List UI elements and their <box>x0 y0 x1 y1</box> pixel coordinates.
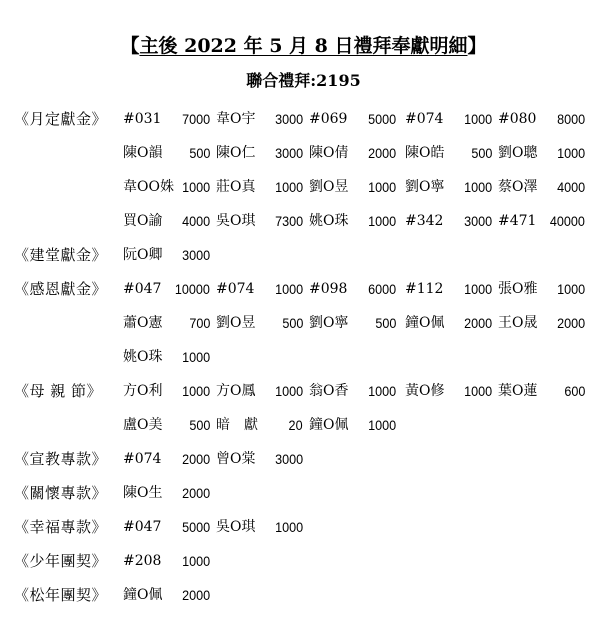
offering-row <box>0 107 607 131</box>
entry-group <box>0 481 607 505</box>
offering-entry <box>123 345 216 369</box>
donor-name: 方O利 <box>123 383 163 399</box>
donor-name: 方O鳳 <box>216 383 256 399</box>
donation-amount: 1000 <box>556 281 585 297</box>
category-label: 《宣教專款》 <box>14 450 108 468</box>
donation-amount: 1000 <box>367 213 396 229</box>
offering-row <box>0 311 607 335</box>
entry-group <box>0 277 607 301</box>
donation-amount: 3000 <box>181 247 210 263</box>
donation-amount: 2000 <box>181 587 210 603</box>
donation-amount: 1000 <box>181 383 210 399</box>
offering-entry <box>498 175 591 199</box>
offering-entry <box>309 107 402 131</box>
offering-row <box>0 175 607 199</box>
offering-entry <box>216 277 309 301</box>
donation-amount: 2000 <box>181 451 210 467</box>
donation-amount: 1000 <box>463 383 492 399</box>
donor-name: #047 <box>123 281 162 297</box>
offering-entry <box>123 175 216 199</box>
donor-name: 王O晟 <box>498 315 538 331</box>
offering-row <box>0 481 607 505</box>
donor-name: #074 <box>123 451 162 467</box>
donation-amount: 3000 <box>274 451 303 467</box>
donor-name: 曾O棠 <box>216 451 256 467</box>
offering-entry <box>498 141 591 165</box>
donation-amount: 1000 <box>274 281 303 297</box>
donation-amount: 1000 <box>181 179 210 195</box>
donor-name: 翁O香 <box>309 383 349 399</box>
offering-entry <box>498 209 591 233</box>
offering-entry <box>216 413 309 437</box>
offering-row <box>0 277 607 301</box>
offering-entry <box>123 515 216 539</box>
donor-name: 暗 獻 <box>216 417 258 433</box>
title-text: 主後 2022 年 5 月 8 日禮拜奉獻明細 <box>139 35 468 57</box>
offering-entry <box>216 209 309 233</box>
offering-row <box>0 209 607 233</box>
offering-row <box>0 243 607 267</box>
donation-amount: 1000 <box>367 417 396 433</box>
donor-name: 阮O卿 <box>123 247 163 263</box>
donor-name: 陳O倩 <box>309 145 349 161</box>
offering-entry <box>123 583 216 607</box>
offering-entry <box>309 379 402 403</box>
donor-name: 陳O生 <box>123 485 163 501</box>
offering-entry <box>123 379 216 403</box>
donor-name: #342 <box>405 213 444 229</box>
category-label: 《建堂獻金》 <box>14 246 108 264</box>
category-label: 《母 親 節》 <box>14 382 103 400</box>
entry-group <box>0 583 607 607</box>
offering-row <box>0 549 607 573</box>
donor-name: 黃O修 <box>405 383 445 399</box>
donation-amount: 600 <box>563 383 585 399</box>
donor-name: 陳O韻 <box>123 145 163 161</box>
offering-entry <box>123 243 216 267</box>
offering-entry <box>123 413 216 437</box>
donation-amount: 5000 <box>181 519 210 535</box>
entry-group <box>0 447 607 471</box>
offering-entry <box>405 141 498 165</box>
donor-name: 買O諭 <box>123 213 163 229</box>
donor-name: 劉O昱 <box>309 179 349 195</box>
offering-entry <box>216 515 309 539</box>
donation-amount: 1000 <box>181 553 210 569</box>
donation-amount: 3000 <box>274 145 303 161</box>
category-label: 《感恩獻金》 <box>14 280 108 298</box>
donor-name: 韋O宇 <box>216 111 256 127</box>
donation-amount: 1000 <box>463 179 492 195</box>
donation-amount: 40000 <box>549 213 585 229</box>
offering-entry <box>216 311 309 335</box>
offering-entry <box>216 107 309 131</box>
donor-name: 劉O昱 <box>216 315 256 331</box>
entry-group <box>0 379 607 403</box>
donor-name: 吳O琪 <box>216 213 256 229</box>
donor-name: 鐘O佩 <box>309 417 349 433</box>
page-title <box>0 33 607 59</box>
offering-entry <box>216 175 309 199</box>
donor-name: #080 <box>498 111 537 127</box>
offering-entry <box>123 549 216 573</box>
donor-name: 盧O美 <box>123 417 163 433</box>
offering-row <box>0 413 607 437</box>
offering-entry <box>309 413 402 437</box>
entry-group <box>0 209 607 233</box>
donation-amount: 4000 <box>556 179 585 195</box>
donation-amount: 500 <box>188 145 210 161</box>
offering-row <box>0 447 607 471</box>
donor-name: #208 <box>123 553 162 569</box>
category-label: 《松年團契》 <box>14 586 108 604</box>
entry-group <box>0 345 607 369</box>
donation-amount: 7000 <box>181 111 210 127</box>
donor-name: #074 <box>405 111 444 127</box>
donor-name: 鐘O佩 <box>405 315 445 331</box>
donor-name: 葉O蓮 <box>498 383 538 399</box>
donation-amount: 1000 <box>556 145 585 161</box>
donation-amount: 2000 <box>181 485 210 501</box>
donor-name: #098 <box>309 281 348 297</box>
offering-entry <box>498 311 591 335</box>
offering-entry <box>216 379 309 403</box>
donor-name: #047 <box>123 519 162 535</box>
donor-name: #471 <box>498 213 537 229</box>
donor-name: #069 <box>309 111 348 127</box>
donation-amount: 500 <box>188 417 210 433</box>
offering-entry <box>123 107 216 131</box>
offering-entry <box>216 447 309 471</box>
donation-amount: 500 <box>374 315 396 331</box>
donor-name: 劉O寧 <box>309 315 349 331</box>
entry-group <box>0 107 607 131</box>
offering-entry <box>405 277 498 301</box>
donation-amount: 1000 <box>274 383 303 399</box>
donation-amount: 4000 <box>181 213 210 229</box>
donor-name: 劉O聰 <box>498 145 538 161</box>
offering-entry <box>123 447 216 471</box>
donation-amount: 1000 <box>463 111 492 127</box>
entry-group <box>0 141 607 165</box>
offering-entry <box>405 209 498 233</box>
donation-amount: 1000 <box>463 281 492 297</box>
offering-entry <box>123 481 216 505</box>
offering-entry <box>123 311 216 335</box>
offering-entry <box>498 277 591 301</box>
donor-name: 鐘O佩 <box>123 587 163 603</box>
donation-amount: 7300 <box>274 213 303 229</box>
offering-entry <box>123 141 216 165</box>
donor-name: 吳O琪 <box>216 519 256 535</box>
donation-amount: 2000 <box>367 145 396 161</box>
donation-amount: 1000 <box>367 383 396 399</box>
offering-entry <box>498 107 591 131</box>
category-label: 《月定獻金》 <box>14 110 108 128</box>
entry-group <box>0 243 607 267</box>
category-label: 《幸福專款》 <box>14 518 108 536</box>
donor-name: #074 <box>216 281 255 297</box>
offering-row <box>0 345 607 369</box>
offering-entry <box>216 141 309 165</box>
entry-group <box>0 515 607 539</box>
page-subtitle: 聯合禮拜:2195 <box>246 71 361 90</box>
donor-name: 劉O寧 <box>405 179 445 195</box>
title-open-bracket: 【 <box>120 35 140 57</box>
donor-name: #112 <box>405 281 444 297</box>
donor-name: 姚O珠 <box>309 213 349 229</box>
offering-entry <box>405 311 498 335</box>
donation-amount: 2000 <box>556 315 585 331</box>
offering-entry <box>309 311 402 335</box>
donation-amount: 1000 <box>274 179 303 195</box>
offering-entry <box>309 141 402 165</box>
donation-amount: 10000 <box>174 281 210 297</box>
offering-entry <box>405 107 498 131</box>
offering-row <box>0 141 607 165</box>
donor-name: 陳O皓 <box>405 145 445 161</box>
donation-amount: 20 <box>288 417 303 433</box>
offering-row <box>0 515 607 539</box>
donor-name: 姚O珠 <box>123 349 163 365</box>
offering-entry <box>309 277 402 301</box>
donation-amount: 3000 <box>463 213 492 229</box>
entry-group <box>0 175 607 199</box>
entry-group <box>0 311 607 335</box>
donor-name: 陳O仁 <box>216 145 256 161</box>
title-close-bracket: 】 <box>467 35 487 57</box>
donor-name: 韋OO姝 <box>123 179 174 195</box>
offering-row <box>0 379 607 403</box>
donation-amount: 8000 <box>556 111 585 127</box>
donation-amount: 1000 <box>367 179 396 195</box>
donation-amount: 1000 <box>181 349 210 365</box>
offering-entry <box>498 379 591 403</box>
offering-row <box>0 583 607 607</box>
donor-name: 蕭O憲 <box>123 315 163 331</box>
offering-entry <box>309 209 402 233</box>
offering-entry <box>405 175 498 199</box>
donation-amount: 3000 <box>274 111 303 127</box>
offering-entry <box>123 277 216 301</box>
offering-entry <box>123 209 216 233</box>
donor-name: 張O雅 <box>498 281 538 297</box>
donation-amount: 500 <box>470 145 492 161</box>
donation-amount: 6000 <box>367 281 396 297</box>
donor-name: #031 <box>123 111 162 127</box>
entry-group <box>0 413 607 437</box>
offering-entry <box>405 379 498 403</box>
donation-amount: 2000 <box>463 315 492 331</box>
category-label: 《少年團契》 <box>14 552 108 570</box>
donation-amount: 500 <box>281 315 303 331</box>
donation-amount: 700 <box>188 315 210 331</box>
offering-entry <box>309 175 402 199</box>
donation-amount: 1000 <box>274 519 303 535</box>
entry-group <box>0 549 607 573</box>
category-label: 《關懷專款》 <box>14 484 108 502</box>
donation-amount: 5000 <box>367 111 396 127</box>
donor-name: 蔡O澤 <box>498 179 538 195</box>
donor-name: 莊O真 <box>216 179 256 195</box>
